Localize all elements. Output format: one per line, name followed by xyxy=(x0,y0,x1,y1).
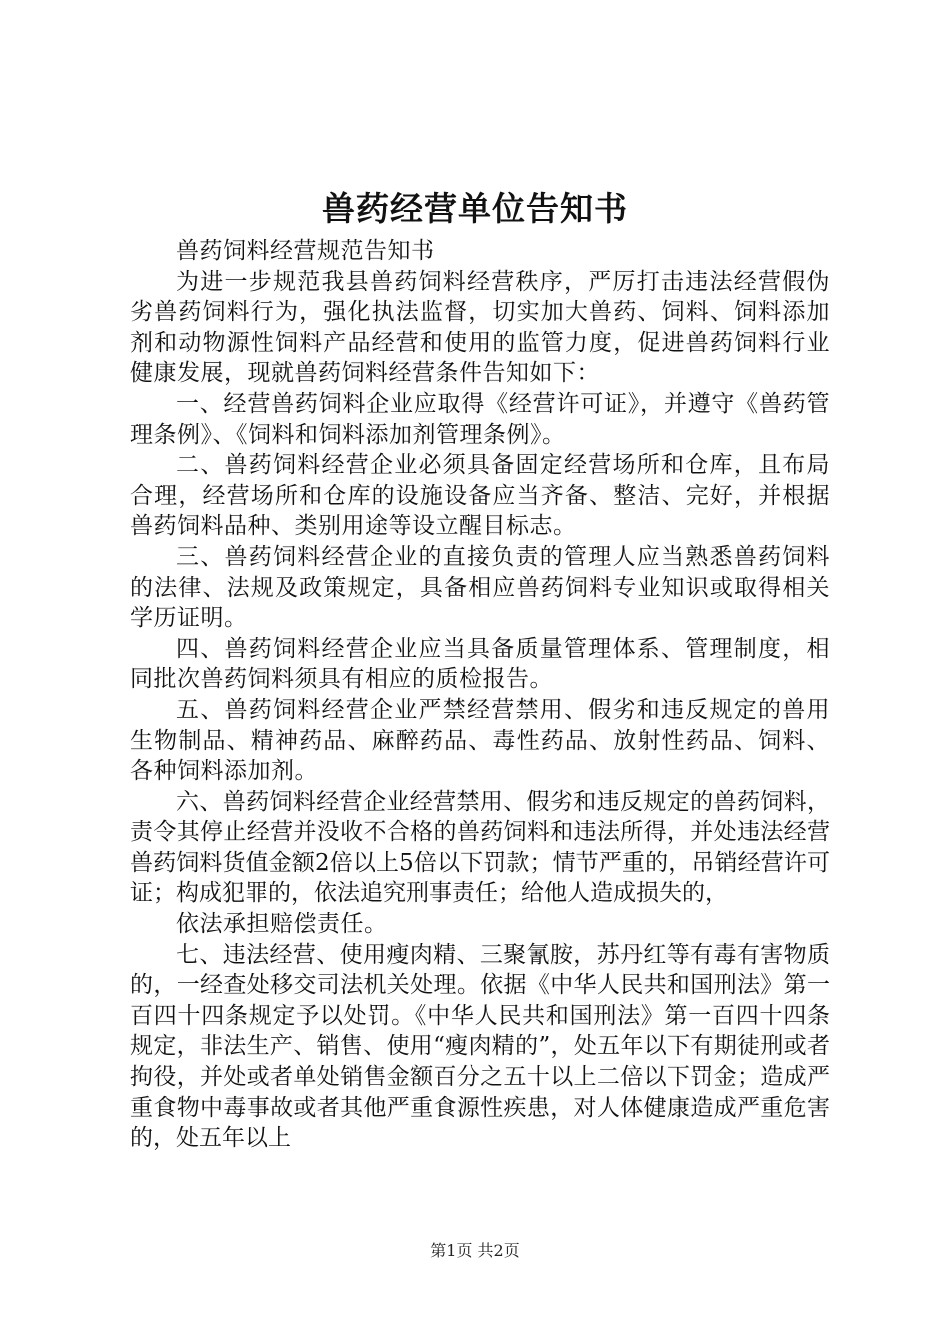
document-body xyxy=(130,236,830,1154)
clause-7-paragraph: 七、违法经营、使用瘦肉精、三聚氰胺，苏丹红等有毒有害物质的，一经查处移交司法机关处理。依据《中华人民共和国刑法》第一百四十四条规定予以处罚。《中华人民共和国刑法》第一百四十四条规定，非法生产、销售、使用“瘦肉精的”，处五年以下有期徒刑或者拘役，并处或者单处销售金额百分之五十以上二倍以下罚金；造成严重食物中毒事故或者其他严重食源性疾患，对人体健康造成严重危害的，处五年以上 xyxy=(130,941,830,1152)
clause-1-paragraph: 一、经营兽药饲料企业应取得《经营许可证》，并遵守《兽药管理条例》、《饲料和饲料添加剂管理条例》。 xyxy=(130,390,830,448)
clause-3-paragraph: 三、兽药饲料经营企业的直接负责的管理人应当熟悉兽药饲料的法律、法规及政策规定，具备相应兽药饲料专业知识或取得相关学历证明。 xyxy=(130,543,830,632)
clause-6-continuation: 依法承担赔偿责任。 xyxy=(176,911,388,938)
document-title: 兽药经营单位告知书 xyxy=(322,189,628,228)
page-footer: 第1页 共2页 xyxy=(430,1241,520,1260)
intro-paragraph: 为进一步规范我县兽药饲料经营秩序，严厉打击违法经营假伪劣兽药饲料行为，强化执法监督，切实加大兽药、饲料、饲料添加剂和动物源性饲料产品经营和使用的监管力度，促进兽药饲料行业健康发展，现就兽药饲料经营条件告知如下： xyxy=(130,268,830,387)
clause-2-paragraph: 二、兽药饲料经营企业必须具备固定经营场所和仓库，且布局合理，经营场所和仓库的设施设备应当齐备、整洁、完好，并根据兽药饲料品种、类别用途等设立醒目标志。 xyxy=(130,452,830,540)
clause-6-paragraph: 六、兽药饲料经营企业经营禁用、假劣和违反规定的兽药饲料，责令其停止经营并没收不合格的兽药饲料和违法所得，并处违法经营兽药饲料货值金额2倍以上5倍以下罚款；情节严重的，吊销经营许可证；构成犯罪的，依法追究刑事责任；给他人造成损失的， xyxy=(130,788,830,907)
clause-4-paragraph: 四、兽药饲料经营企业应当具备质量管理体系、管理制度，相同批次兽药饲料须具有相应的质检报告。 xyxy=(130,635,830,693)
document-subtitle: 兽药饲料经营规范告知书 xyxy=(176,238,435,264)
clause-5-paragraph: 五、兽药饲料经营企业严禁经营禁用、假劣和违反规定的兽用生物制品、精神药品、麻醉药品、毒性药品、放射性药品、饲料、各种饲料添加剂。 xyxy=(130,696,830,785)
